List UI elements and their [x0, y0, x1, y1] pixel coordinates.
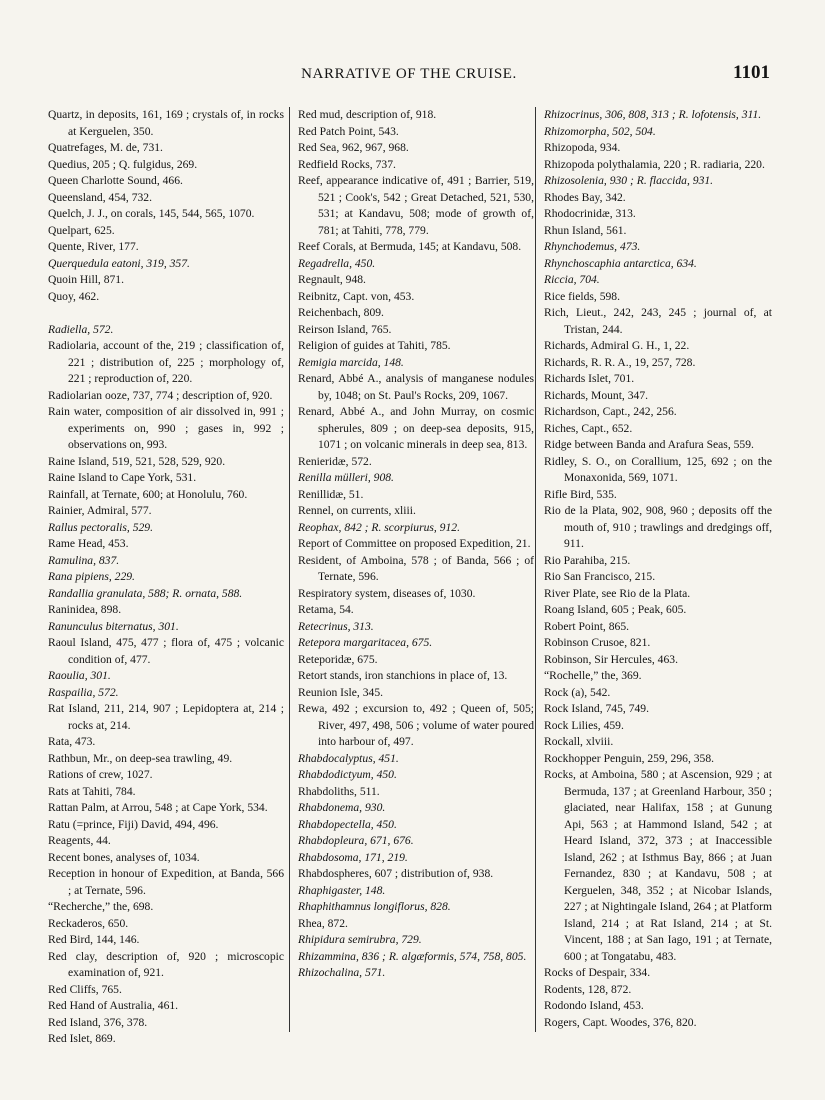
index-entry: Radiolaria, account of the, 219 ; classification of, 221 ; distribution of, 225 ; morphology of, 221 ; reproduction of, 220.: [48, 339, 284, 385]
index-entry: Religion of guides at Tahiti, 785.: [298, 339, 451, 352]
column-divider: [289, 107, 290, 1032]
index-entry: Rame Head, 453.: [48, 537, 129, 550]
index-entry: Ridge between Banda and Arafura Seas, 559.: [544, 438, 754, 451]
index-entry: Rats at Tahiti, 784.: [48, 784, 136, 798]
index-entry: Ratu (=prince, Fiji) David, 494, 496.: [48, 817, 219, 831]
running-head: NARRATIVE OF THE CRUISE.: [301, 66, 517, 82]
index-entry: Rhabdopectella, 450.: [298, 817, 397, 831]
index-entry: Regnault, 948.: [298, 273, 366, 286]
index-entry: Radiolarian ooze, 737, 774 ; description of, 920.: [48, 388, 273, 402]
index-entry: Red Hand of Australia, 461.: [48, 999, 179, 1012]
index-entry: Recent bones, analyses of, 1034.: [48, 850, 200, 864]
index-entry: Richards, Mount, 347.: [544, 388, 649, 402]
index-entry: Rhizosolenia, 930 ; R. flaccida, 931.: [544, 174, 714, 187]
index-entry: Querquedula eatoni, 319, 357.: [48, 256, 190, 270]
index-entry: Renard, Abbé A., analysis of manganese nodules by, 1048; on St. Paul's Rocks, 209, 1067.: [298, 372, 534, 402]
index-entry: Richards Islet, 701.: [544, 372, 635, 385]
index-entry: Rattan Palm, at Arrou, 548 ; at Cape York, 534.: [48, 801, 268, 814]
column-divider: [535, 107, 536, 1032]
index-entry: Reef Corals, at Bermuda, 145; at Kandavu, 508.: [298, 240, 522, 253]
index-entry: Rockhopper Penguin, 259, 296, 358.: [544, 751, 715, 765]
index-entry: Raoulia, 301.: [48, 669, 111, 682]
index-entry: Rhabdodictyum, 450.: [298, 768, 397, 781]
index-entry: Rhun Island, 561.: [544, 223, 627, 237]
index-entry: Reception in honour of Expedition, at Banda, 566 ; at Ternate, 596.: [48, 867, 284, 897]
index-entry: Renillidæ, 51.: [298, 487, 364, 501]
index-entry: Rhabdopleura, 671, 676.: [298, 834, 414, 847]
index-entry: Red Island, 376, 378.: [48, 1015, 148, 1029]
index-entry: Randallia granulata, 588; R. ornata, 588.: [48, 586, 243, 600]
index-entry: Rhizopoda, 934.: [544, 141, 621, 154]
index-entry: Quartz, in deposits, 161, 169 ; crystals of, in rocks at Kerguelen, 350.: [48, 108, 284, 138]
index-entry: Rat Island, 211, 214, 907 ; Lepidoptera at, 214 ; rocks at, 214.: [48, 702, 284, 732]
index-entry: Reckaderos, 650.: [48, 916, 129, 930]
index-entry: Red clay, description of, 920 ; microscopic examination of, 921.: [48, 949, 284, 979]
index-entry: Ridley, S. O., on Corallium, 125, 692 ; on the Monaxonida, 569, 1071.: [544, 454, 772, 484]
index-entry: Robert Point, 865.: [544, 619, 630, 633]
index-entry: Richardson, Capt., 242, 256.: [544, 405, 677, 418]
index-entry: Radiella, 572.: [48, 322, 114, 336]
index-entry: Rogers, Capt. Woodes, 376, 820.: [544, 1015, 697, 1029]
index-entry: Richards, Admiral G. H., 1, 22.: [544, 339, 690, 352]
index-entry: Remigia marcida, 148.: [298, 355, 404, 369]
index-entry: Riches, Capt., 652.: [544, 421, 633, 435]
index-entry: Raninidea, 898.: [48, 603, 122, 616]
index-entry: Retama, 54.: [298, 603, 354, 616]
index-entry: Reophax, 842 ; R. scorpiurus, 912.: [298, 520, 460, 534]
index-entry: Quente, River, 177.: [48, 240, 139, 253]
index-entry: Rhaphithamnus longiflorus, 828.: [298, 900, 451, 913]
index-entry: Rifle Bird, 535.: [544, 487, 617, 501]
index-entry: Red Cliffs, 765.: [48, 982, 122, 996]
index-entry: “Rochelle,” the, 369.: [544, 669, 642, 682]
index-entry: Rhabdosoma, 171, 219.: [298, 850, 408, 864]
index-entry: Queen Charlotte Sound, 466.: [48, 174, 183, 187]
index-entry: Respiratory system, diseases of, 1030.: [298, 586, 476, 600]
index-entry: Quoin Hill, 871.: [48, 273, 125, 286]
index-entry: Reichenbach, 809.: [298, 306, 384, 319]
index-entry: River Plate, see Rio de la Plata.: [544, 586, 691, 600]
index-entry: Reirson Island, 765.: [298, 322, 392, 336]
index-entry: Rich, Lieut., 242, 243, 245 ; journal of, at Tristan, 244.: [544, 306, 772, 336]
index-entry: Retepora margaritacea, 675.: [298, 636, 433, 649]
index-entry: Rewa, 492 ; excursion to, 492 ; Queen of, 505; River, 497, 498, 506 ; volume of water poured into harbour of, 497.: [298, 702, 534, 748]
index-entry: Regadrella, 450.: [298, 256, 376, 270]
index-entry: Quoy, 462.: [48, 289, 100, 303]
index-entry: Resident, of Amboina, 578 ; of Banda, 566 ; of Ternate, 596.: [298, 553, 534, 583]
index-entry: Quedius, 205 ; Q. fulgidus, 269.: [48, 157, 198, 171]
index-entry: Rockall, xlviii.: [544, 735, 614, 748]
index-entry: Red Patch Point, 543.: [298, 124, 399, 138]
index-entry: Rio de la Plata, 902, 908, 960 ; deposits off the mouth of, 910 ; trawlings and dredgings off, 911.: [544, 504, 772, 550]
index-entry: Retecrinus, 313.: [298, 619, 374, 633]
index-entry: Rata, 473.: [48, 735, 96, 748]
index-entry: “Recherche,” the, 698.: [48, 900, 154, 913]
index-entry: Rio Parahiba, 215.: [544, 553, 631, 567]
page-number: 1101: [733, 62, 770, 83]
index-entry: Rock (a), 542.: [544, 685, 611, 699]
index-entry: Reunion Isle, 345.: [298, 685, 384, 699]
index-entry: Rana pipiens, 229.: [48, 570, 135, 583]
index-entry: Rain water, composition of air dissolved in, 991 ; experiments on, 990 ; gases in, 992 ; observations on, 993.: [48, 405, 284, 451]
index-entry: Rock Island, 745, 749.: [544, 702, 649, 715]
index-entry: Rhizopoda polythalamia, 220 ; R. radiaria, 220.: [544, 157, 765, 171]
index-entry: Rennel, on currents, xliii.: [298, 504, 416, 517]
index-entry: Rio San Francisco, 215.: [544, 570, 656, 583]
index-entry: Richards, R. R. A., 19, 257, 728.: [544, 355, 696, 369]
index-entry: Rhabdocalyptus, 451.: [298, 751, 399, 765]
index-entry: Riccia, 704.: [544, 273, 600, 286]
index-entry: Rathbun, Mr., on deep-sea trawling, 49.: [48, 751, 233, 765]
index-entry: Quatrefages, M. de, 731.: [48, 141, 163, 154]
index-entry: Renilla mülleri, 908.: [298, 471, 394, 484]
index-entry: Rhabdonema, 930.: [298, 801, 386, 814]
index-entry: Roang Island, 605 ; Peak, 605.: [544, 603, 687, 616]
index-entry: Retort stands, iron stanchions in place of, 13.: [298, 669, 508, 682]
index-entry: Rhodes Bay, 342.: [544, 190, 626, 204]
index-entry: Reef, appearance indicative of, 491 ; Barrier, 519, 521 ; Cook's, 542 ; Great Detached, 521, 530, 531; at Kandavu, 508; mode of growth of, 781; at Tahiti, 778, 779.: [298, 174, 534, 237]
index-column-1: [48, 107, 284, 1048]
index-entry: Ramulina, 837.: [48, 553, 120, 567]
index-entry: Raine Island, 519, 521, 528, 529, 920.: [48, 454, 226, 468]
index-entry: Reibnitz, Capt. von, 453.: [298, 289, 415, 303]
page-header: [48, 62, 770, 88]
index-entry: Rodents, 128, 872.: [544, 982, 632, 996]
index-entry: Rations of crew, 1027.: [48, 768, 153, 781]
index-entry: Rocks of Despair, 334.: [544, 966, 651, 979]
index-entry: Red Sea, 962, 967, 968.: [298, 141, 409, 154]
index-entry: Raine Island to Cape York, 531.: [48, 471, 197, 484]
index-entry: Robinson Crusoe, 821.: [544, 636, 651, 649]
index-entry: Quelpart, 625.: [48, 223, 115, 237]
index-column-3: [544, 107, 772, 1031]
index-entry: Rhaphigaster, 148.: [298, 883, 386, 897]
index-column-2: [298, 107, 534, 982]
index-entry: Rainfall, at Ternate, 600; at Honolulu, 760.: [48, 487, 248, 501]
index-entry: Rhipidura semirubra, 729.: [298, 933, 422, 946]
index-entry: Red Bird, 144, 146.: [48, 933, 140, 946]
index-entry: Rhynchoscaphia antarctica, 634.: [544, 256, 697, 270]
index-entry: Rocks, at Amboina, 580 ; at Ascension, 929 ; at Bermuda, 137 ; at Greenland Harbour, 350 ; glaciated, near Halifax, 158 ; at Gunung Api, 563 ; at Hammond Island, 542 ; at Heard Island, 372, 373 ; at Inaccessible Island, 262 ; at Isthmus Bay, 866 ; at Juan Fernandez, 830 ; at Kandavu, 508 ; at Kerguelen, 348, 352 ; at Nicobar Islands, 227 ; at Nightingale Island, 264 ; at Platform Island, 214 ; at Rat Island, 214 ; at St. Vincent, 188 ; at San Iago, 191 ; at Ternate, 600 ; at Tongatabu, 483.: [544, 768, 772, 963]
index-entry: Reagents, 44.: [48, 834, 111, 847]
index-entry: Rhizammina, 836 ; R. algæformis, 574, 758, 805.: [298, 949, 527, 963]
index-entry: Redfield Rocks, 737.: [298, 157, 396, 171]
index-entry: Rallus pectoralis, 529.: [48, 520, 153, 534]
index-entry: Renard, Abbé A., and John Murray, on cosmic spherules, 809 ; on deep-sea deposits, 915, 1071 ; on volcanic minerals in deep sea, 813.: [298, 405, 534, 451]
index-entry: Renieridæ, 572.: [298, 454, 372, 468]
index-entry: Robinson, Sir Hercules, 463.: [544, 652, 678, 666]
index-entry: Rhabdospheres, 607 ; distribution of, 938.: [298, 867, 494, 880]
index-entry: Raoul Island, 475, 477 ; flora of, 475 ; volcanic condition of, 477.: [48, 636, 284, 666]
index-entry: Rice fields, 598.: [544, 289, 620, 303]
index-entry: Reteporidæ, 675.: [298, 652, 378, 666]
index-entry: Rhynchodemus, 473.: [544, 240, 641, 253]
index-entry: Rainier, Admiral, 577.: [48, 504, 152, 517]
index-entry: Report of Committee on proposed Expedition, 21.: [298, 537, 531, 550]
index-entry: Rhodocrinidæ, 313.: [544, 207, 636, 220]
index-entry: Queensland, 454, 732.: [48, 190, 153, 204]
index-entry: Rhizochalina, 571.: [298, 966, 386, 979]
index-entry: Rhabdoliths, 511.: [298, 784, 380, 798]
index-entry: Rhizocrinus, 306, 808, 313 ; R. lofotensis, 311.: [544, 108, 762, 121]
index-entry: Ranunculus biternatus, 301.: [48, 619, 179, 633]
index-entry: Rodondo Island, 453.: [544, 999, 644, 1012]
index-entry: Rock Lilies, 459.: [544, 718, 624, 732]
index-entry: Rhizomorpha, 502, 504.: [544, 124, 656, 138]
index-entry: Red Islet, 869.: [48, 1032, 116, 1045]
index-entry: Red mud, description of, 918.: [298, 108, 437, 121]
index-entry: Rhea, 872.: [298, 916, 348, 930]
index-entry: Raspailia, 572.: [48, 685, 119, 699]
index-entry: Quelch, J. J., on corals, 145, 544, 565, 1070.: [48, 207, 255, 220]
